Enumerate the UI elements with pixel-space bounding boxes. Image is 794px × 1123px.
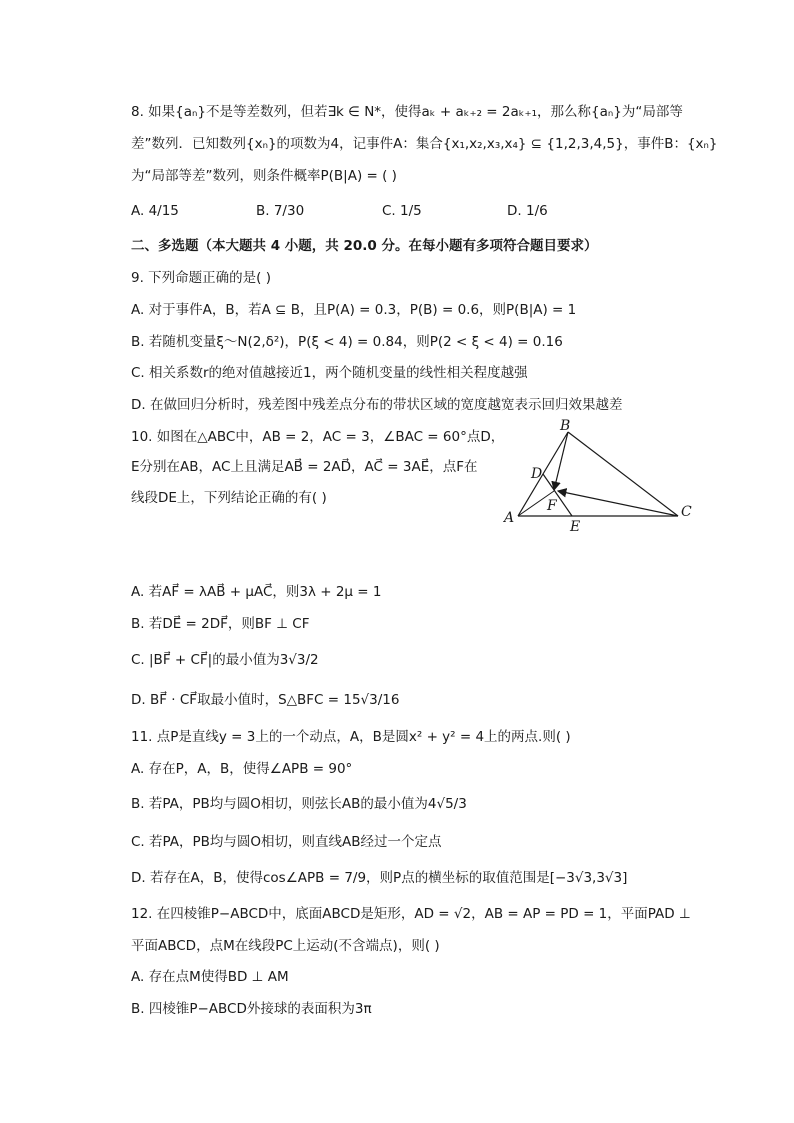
q8-line-3: 为“局部等差”数列，则条件概率P(B|A) = ( ) xyxy=(131,168,397,184)
q12-line-2: 平面ABCD，点M在线段PC上运动(不含端点)，则( ) xyxy=(131,938,440,954)
label-f: F xyxy=(547,498,557,514)
q8-line-1: 8. 如果{aₙ}不是等差数列，但若∃k ∈ N*，使得aₖ + aₖ₊₂ = 2aₖ₊₁，那么称{aₙ}为“局部等 xyxy=(131,104,683,120)
q12-line-1: 12. 在四棱锥P−ABCD中，底面ABCD是矩形，AD = √2，AB = AP = PD = 1，平面PAD ⊥ xyxy=(131,906,691,922)
q9-stem: 9. 下列命题正确的是( ) xyxy=(131,270,271,286)
q9-option-d: D. 在做回归分析时，残差图中残差点分布的带状区域的宽度越宽表示回归效果越差 xyxy=(131,397,623,413)
q8-option-a: A. 4/15 xyxy=(131,203,179,219)
q10-option-d: D. BF⃗ · CF⃗取最小值时，S△BFC = 15√3/16 xyxy=(131,692,400,708)
q11-stem: 11. 点P是直线y = 3上的一个动点，A，B是圆x² + y² = 4上的两点.则( ) xyxy=(131,729,571,745)
label-b: B xyxy=(560,418,571,434)
q10-line-2: E分别在AB，AC上且满足AB⃗ = 2AD⃗，AC⃗ = 3AE⃗，点F在 xyxy=(131,459,478,475)
q12-option-b: B. 四棱锥P−ABCD外接球的表面积为3π xyxy=(131,1001,372,1017)
q8-option-d: D. 1/6 xyxy=(507,203,548,219)
q11-option-d: D. 若存在A，B，使得cos∠APB = 7/9，则P点的横坐标的取值范围是[−3√3,3√3] xyxy=(131,870,628,886)
q10-option-a: A. 若AF⃗ = λAB⃗ + μAC⃗，则3λ + 2μ = 1 xyxy=(131,584,382,600)
q9-option-a: A. 对于事件A，B，若A ⊆ B，且P(A) = 0.3，P(B) = 0.6，则P(B|A) = 1 xyxy=(131,302,577,318)
label-a: A xyxy=(504,510,515,526)
q8-option-c: C. 1/5 xyxy=(382,203,422,219)
section-header-multiple-choice: 二、多选题（本大题共 4 小题，共 20.0 分。在每小题有多项符合题目要求） xyxy=(131,238,598,254)
q8-option-b: B. 7/30 xyxy=(256,203,305,219)
q11-option-a: A. 存在P，A，B，使得∠APB = 90° xyxy=(131,761,353,777)
q11-option-b: B. 若PA，PB均与圆O相切，则弦长AB的最小值为4√5/3 xyxy=(131,796,467,812)
q9-option-c: C. 相关系数r的绝对值越接近1，两个随机变量的线性相关程度越强 xyxy=(131,365,528,381)
triangle-figure xyxy=(500,418,700,533)
q10-option-c: C. |BF⃗ + CF⃗|的最小值为3√3/2 xyxy=(131,652,319,668)
q10-line-3: 线段DE上，下列结论正确的有( ) xyxy=(131,490,327,506)
label-d: D xyxy=(531,466,543,482)
q8-line-2: 差”数列．已知数列{xₙ}的项数为4，记事件A：集合{x₁,x₂,x₃,x₄} ⊆ {1,2,3,4,5}，事件B：{xₙ} xyxy=(131,136,718,152)
q9-option-b: B. 若随机变量ξ～N(2,δ²)，P(ξ < 4) = 0.84，则P(2 < ξ < 4) = 0.16 xyxy=(131,334,563,350)
vector-bf xyxy=(554,432,568,490)
q10-line-1: 10. 如图在△ABC中，AB = 2，AC = 3，∠BAC = 60°点D， xyxy=(131,429,505,445)
q12-option-a: A. 存在点M使得BD ⊥ AM xyxy=(131,969,289,985)
vector-cf xyxy=(558,491,678,516)
side-bc xyxy=(568,432,678,516)
label-e: E xyxy=(570,519,581,533)
q11-option-c: C. 若PA，PB均与圆O相切，则直线AB经过一个定点 xyxy=(131,834,442,850)
q10-option-b: B. 若DE⃗ = 2DF⃗，则BF ⊥ CF xyxy=(131,616,310,632)
label-c: C xyxy=(681,504,692,520)
